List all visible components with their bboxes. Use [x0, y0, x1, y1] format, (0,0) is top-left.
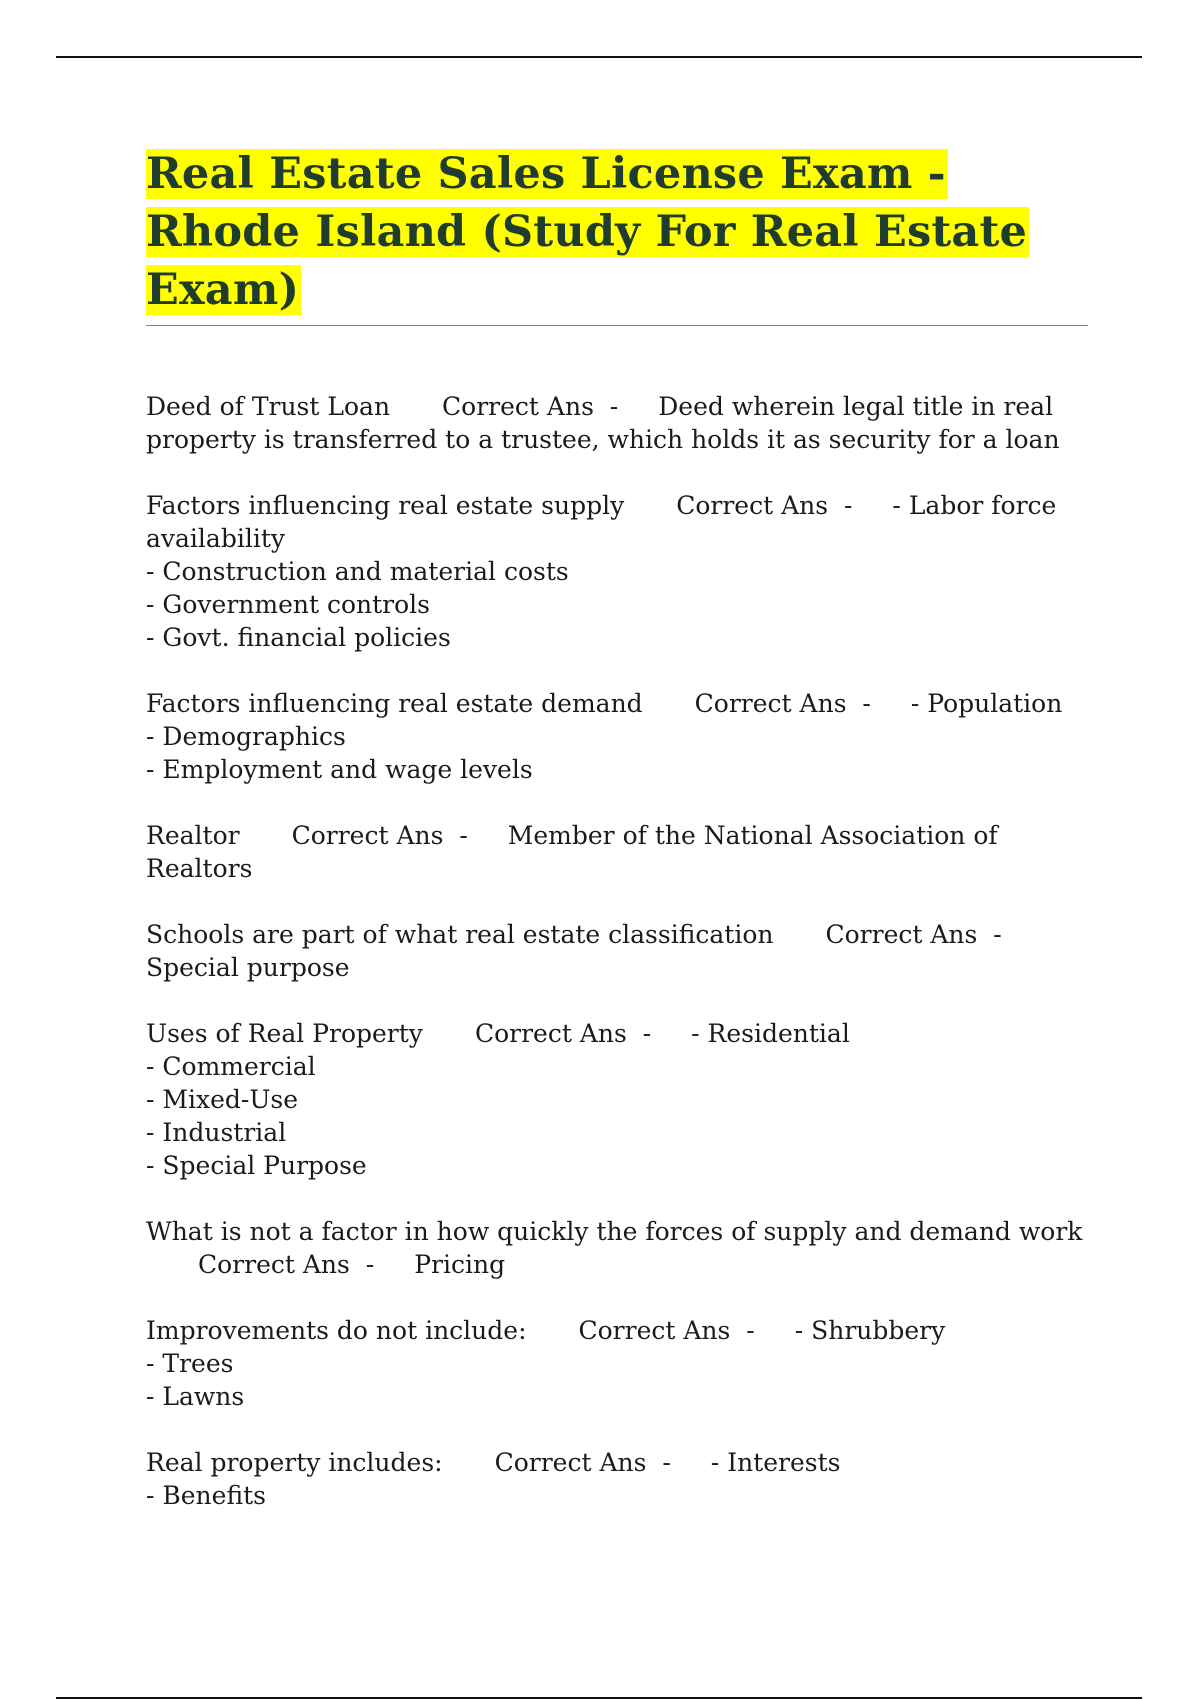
- document-title: [146, 145, 1086, 319]
- qa-first-line: [146, 390, 1086, 456]
- qa-item: [146, 489, 1086, 654]
- answer-line: - Mixed-Use: [146, 1085, 299, 1114]
- answer-line: - Commercial: [146, 1052, 316, 1081]
- qa-first-line: [146, 1017, 1086, 1050]
- answer-line: - Benefits: [146, 1481, 267, 1510]
- title-highlight: Real Estate Sales License Exam - Rhode Island (Study For Real Estate Exam): [146, 149, 1028, 315]
- answer-line: Member of the National Association of Realtors: [146, 821, 1006, 883]
- answer-line: Special purpose: [146, 953, 350, 982]
- qa-item: [146, 819, 1086, 885]
- qa-first-line: [146, 1314, 1086, 1347]
- footer-rule: [56, 1697, 1142, 1699]
- qa-item: [146, 390, 1086, 456]
- qa-item: [146, 1446, 1086, 1512]
- correct-ans-marker: Correct Ans -: [825, 920, 1002, 949]
- answer-line: - Trees: [146, 1349, 234, 1378]
- question-text: Deed of Trust Loan: [146, 392, 391, 421]
- question-text: Real property includes:: [146, 1448, 443, 1477]
- answer-line: Pricing: [414, 1250, 506, 1279]
- question-text: Factors influencing real estate demand: [146, 689, 643, 718]
- qa-item: [146, 1017, 1086, 1182]
- question-text: Realtor: [146, 821, 240, 850]
- answer-line: - Construction and material costs: [146, 557, 569, 586]
- answer-line: - Residential: [691, 1019, 850, 1048]
- qa-item: [146, 1215, 1086, 1281]
- answer-line: - Employment and wage levels: [146, 755, 533, 784]
- qa-first-line: [146, 687, 1086, 720]
- answer-line: - Government controls: [146, 590, 431, 619]
- question-text: Uses of Real Property: [146, 1019, 423, 1048]
- correct-ans-marker: Correct Ans -: [291, 821, 468, 850]
- document-body: [146, 145, 1086, 1545]
- answer-line: - Interests: [710, 1448, 841, 1477]
- qa-first-line: [146, 1446, 1086, 1479]
- question-text: Improvements do not include:: [146, 1316, 527, 1345]
- answer-line: - Govt. financial policies: [146, 623, 451, 652]
- answer-line: Deed wherein legal title in real property is transferred to a trustee, which holds it as security for a loan: [146, 392, 1062, 454]
- title-underline: [146, 325, 1088, 326]
- correct-ans-marker: Correct Ans -: [442, 392, 619, 421]
- answer-line: - Labor force availability: [146, 491, 1065, 553]
- qa-item: [146, 687, 1086, 786]
- answer-line: - Lawns: [146, 1382, 245, 1411]
- header-rule: [56, 56, 1142, 58]
- question-text: Schools are part of what real estate classification: [146, 920, 774, 949]
- question-text: What is not a factor in how quickly the forces of supply and demand work: [146, 1217, 1083, 1246]
- qa-item: [146, 918, 1086, 984]
- answer-line: - Special Purpose: [146, 1151, 367, 1180]
- answer-line: - Industrial: [146, 1118, 287, 1147]
- correct-ans-marker: Correct Ans -: [578, 1316, 755, 1345]
- qa-first-line: [146, 918, 1086, 984]
- correct-ans-marker: Correct Ans -: [494, 1448, 671, 1477]
- answer-line: - Shrubbery: [794, 1316, 946, 1345]
- qa-item: [146, 1314, 1086, 1413]
- qa-first-line: [146, 1215, 1086, 1281]
- correct-ans-marker: Correct Ans -: [694, 689, 871, 718]
- qa-list: [146, 390, 1086, 1512]
- qa-first-line: [146, 489, 1086, 555]
- answer-line: - Demographics: [146, 722, 346, 751]
- correct-ans-marker: Correct Ans -: [198, 1250, 375, 1279]
- correct-ans-marker: Correct Ans -: [676, 491, 853, 520]
- answer-line: - Population: [910, 689, 1063, 718]
- correct-ans-marker: Correct Ans -: [474, 1019, 652, 1048]
- question-text: Factors influencing real estate supply: [146, 491, 625, 520]
- qa-first-line: [146, 819, 1086, 885]
